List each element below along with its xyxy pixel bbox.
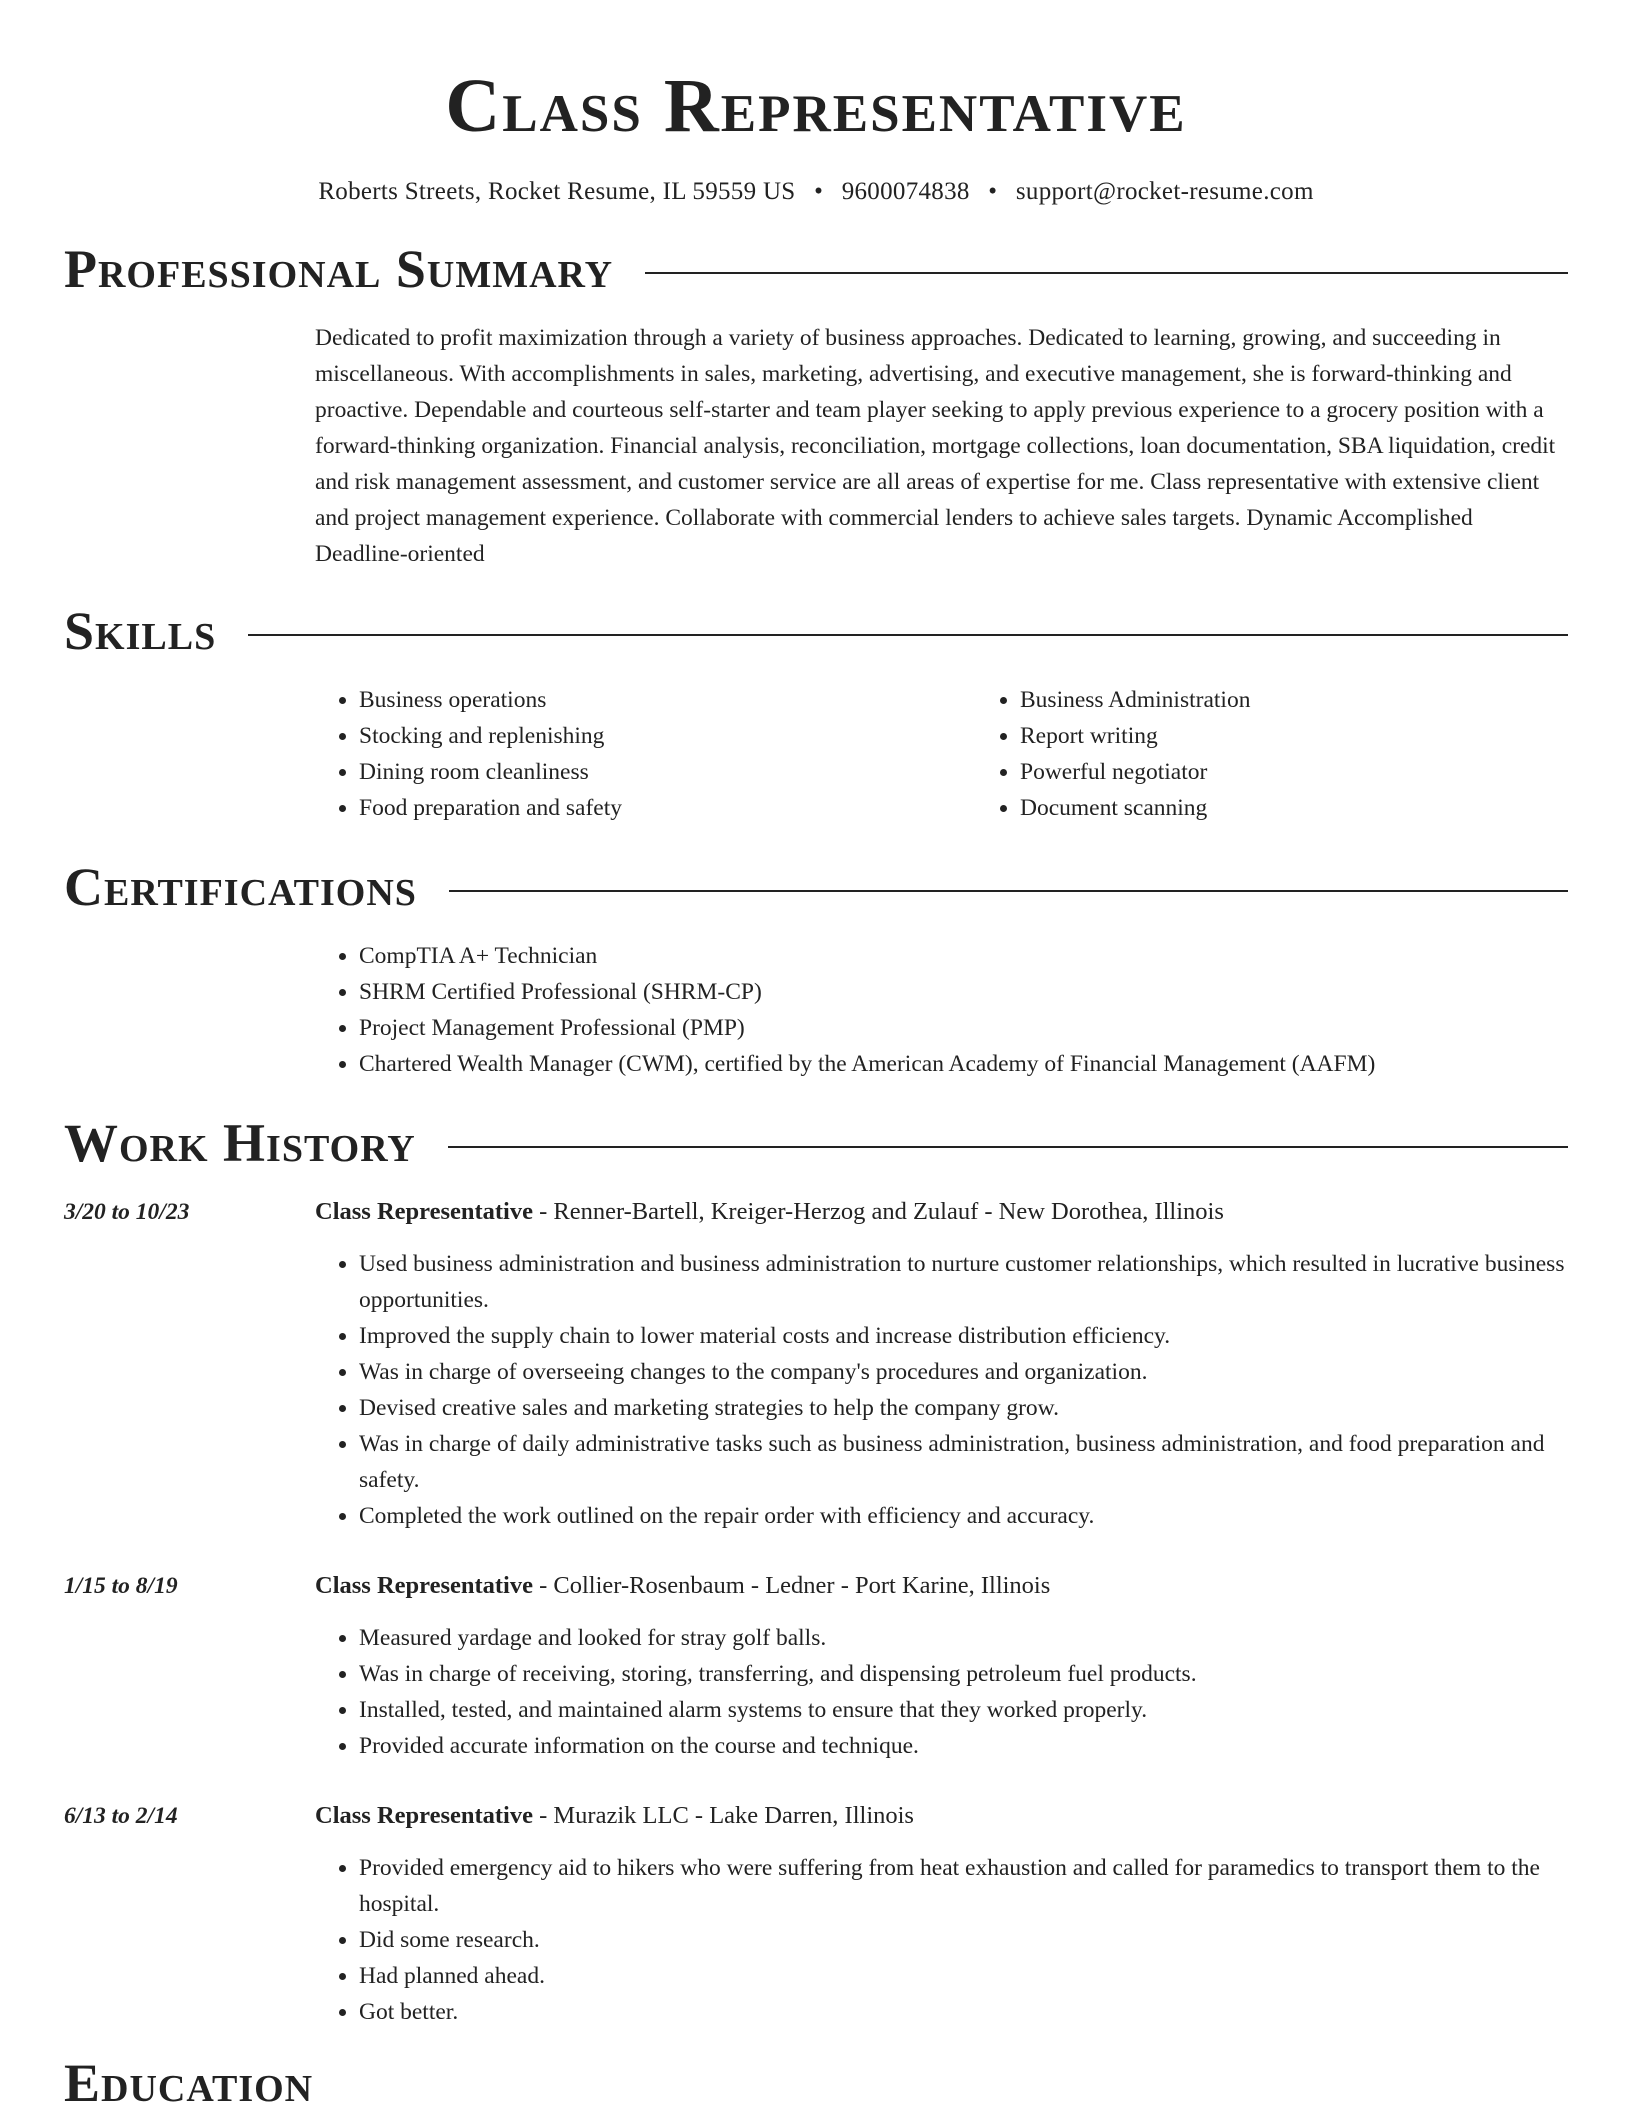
certification-item: • Chartered Wealth Manager (CWM), certified by the American Academy of Financial Management (AAFM) (359, 1046, 1568, 1082)
job-bullets (315, 1620, 1568, 1764)
summary-title: Professional Summary (64, 239, 614, 299)
work-history-section (64, 1113, 1568, 2030)
job-bullet: • Improved the supply chain to lower material costs and increase distribution efficiency. (359, 1318, 1568, 1354)
job-bullet: • Installed, tested, and maintained alarm systems to ensure that they worked properly. (359, 1692, 1568, 1728)
job-heading (315, 1568, 1568, 1604)
job-employer: - Murazik LLC - Lake Darren, Illinois (532, 1802, 914, 1829)
job-bullet: • Provided accurate information on the course and technique. (359, 1728, 1568, 1764)
job-employer: - Collier-Rosenbaum - Ledner - Port Karine, Illinois (532, 1572, 1051, 1599)
skills-list-left (315, 682, 976, 826)
job-bullet: • Provided emergency aid to hikers who were suffering from heat exhaustion and called for paramedics to transport them to the hospital. (359, 1850, 1568, 1922)
job-bullets (315, 1246, 1568, 1534)
job-entry (64, 1798, 1568, 2030)
skills-columns (315, 682, 1568, 826)
work-history-header (64, 1113, 1568, 1173)
skills-section (64, 601, 1568, 826)
job-bullet: • Completed the work outlined on the repair order with efficiency and accuracy. (359, 1498, 1568, 1534)
job-entry (64, 1194, 1568, 1534)
skills-header (64, 601, 1568, 661)
contact-line (64, 178, 1568, 206)
skill-item: • Dining room cleanliness (359, 754, 976, 790)
job-bullet: • Was in charge of daily administrative tasks such as business administration, business administration, and food preparation and safety. (359, 1426, 1568, 1498)
job-heading (315, 1194, 1568, 1230)
skill-item: • Powerful negotiator (1020, 754, 1568, 790)
skill-item: • Business Administration (1020, 682, 1568, 718)
summary-body (315, 320, 1568, 572)
skills-title: Skills (64, 601, 217, 661)
skill-item: • Document scanning (1020, 790, 1568, 826)
job-bullet: • Was in charge of overseeing changes to the company's procedures and organization. (359, 1354, 1568, 1390)
job-bullet: • Measured yardage and looked for stray golf balls. (359, 1620, 1568, 1656)
certifications-header (64, 857, 1568, 917)
summary-header (64, 239, 1568, 299)
education-header (64, 2053, 1568, 2113)
contact-separator: • (988, 178, 998, 205)
job-bullets (315, 1850, 1568, 2030)
skill-item: • Stocking and replenishing (359, 718, 976, 754)
job-bullet: • Was in charge of receiving, storing, transferring, and dispensing petroleum fuel products. (359, 1656, 1568, 1692)
certifications-body (315, 938, 1568, 1082)
skill-item: • Report writing (1020, 718, 1568, 754)
certifications-list (315, 938, 1568, 1082)
section-divider (449, 890, 1568, 892)
job-title: Class Representative (315, 1198, 533, 1225)
certifications-title: Certifications (64, 857, 417, 917)
job-details (315, 1194, 1568, 1534)
job-title: Class Representative (315, 1572, 533, 1599)
education-title: Education (64, 2053, 314, 2113)
section-divider (645, 272, 1568, 274)
skills-list-right (976, 682, 1568, 826)
section-divider (448, 1146, 1568, 1148)
contact-email: support@rocket-resume.com (1015, 178, 1314, 205)
job-details (315, 1798, 1568, 2030)
job-bullet: • Used business administration and business administration to nurture customer relationships, which resulted in lucrative business opportunities. (359, 1246, 1568, 1318)
skill-item: • Business operations (359, 682, 976, 718)
job-heading (315, 1798, 1568, 1834)
certifications-section (64, 857, 1568, 1082)
work-history-title: Work History (64, 1113, 416, 1173)
education-section (64, 2053, 1568, 2113)
job-details (315, 1568, 1568, 1764)
contact-phone: 9600074838 (841, 178, 970, 205)
contact-address: Roberts Streets, Rocket Resume, IL 59559 US (318, 178, 796, 205)
job-bullet: • Got better. (359, 1994, 1568, 2030)
job-employer: - Renner-Bartell, Kreiger-Herzog and Zulauf - New Dorothea, Illinois (532, 1198, 1224, 1225)
job-title: Class Representative (315, 1802, 533, 1829)
certification-item: • SHRM Certified Professional (SHRM-CP) (359, 974, 1568, 1010)
certification-item: • Project Management Professional (PMP) (359, 1010, 1568, 1046)
resume-name: Class Representative (445, 64, 1187, 148)
certification-item: • CompTIA A+ Technician (359, 938, 1568, 974)
job-bullet: • Did some research. (359, 1922, 1568, 1958)
job-bullet: • Had planned ahead. (359, 1958, 1568, 1994)
skills-body (315, 682, 1568, 826)
job-entry (64, 1568, 1568, 1764)
job-dates: 6/13 to 2/14 (64, 1803, 178, 1829)
summary-text: Dedicated to profit maximization through a variety of business approaches. Dedicated to learning, growing, and succeeding in miscellaneous. With accomplishments in sales, marketing, advertising, and executive management, she is forward-thinking and proactive. Dependable and courteous self-starter and team player seeking to apply previous experience to a grocery position with a forward-thinking organization. Financial analysis, reconciliation, mortgage collections, loan documentation, SBA liquidation, credit and risk management assessment, and customer service are all areas of expertise for me. Class representative with extensive client and project management experience. Collaborate with commercial lenders to achieve sales targets. Dynamic Accomplished Deadline-oriented (315, 325, 1556, 567)
section-divider (248, 634, 1568, 636)
skill-item: • Food preparation and safety (359, 790, 976, 826)
summary-section (64, 239, 1568, 572)
job-dates: 3/20 to 10/23 (64, 1199, 190, 1225)
job-dates: 1/15 to 8/19 (64, 1573, 178, 1599)
contact-separator: • (814, 178, 824, 205)
job-bullet: • Devised creative sales and marketing strategies to help the company grow. (359, 1390, 1568, 1426)
